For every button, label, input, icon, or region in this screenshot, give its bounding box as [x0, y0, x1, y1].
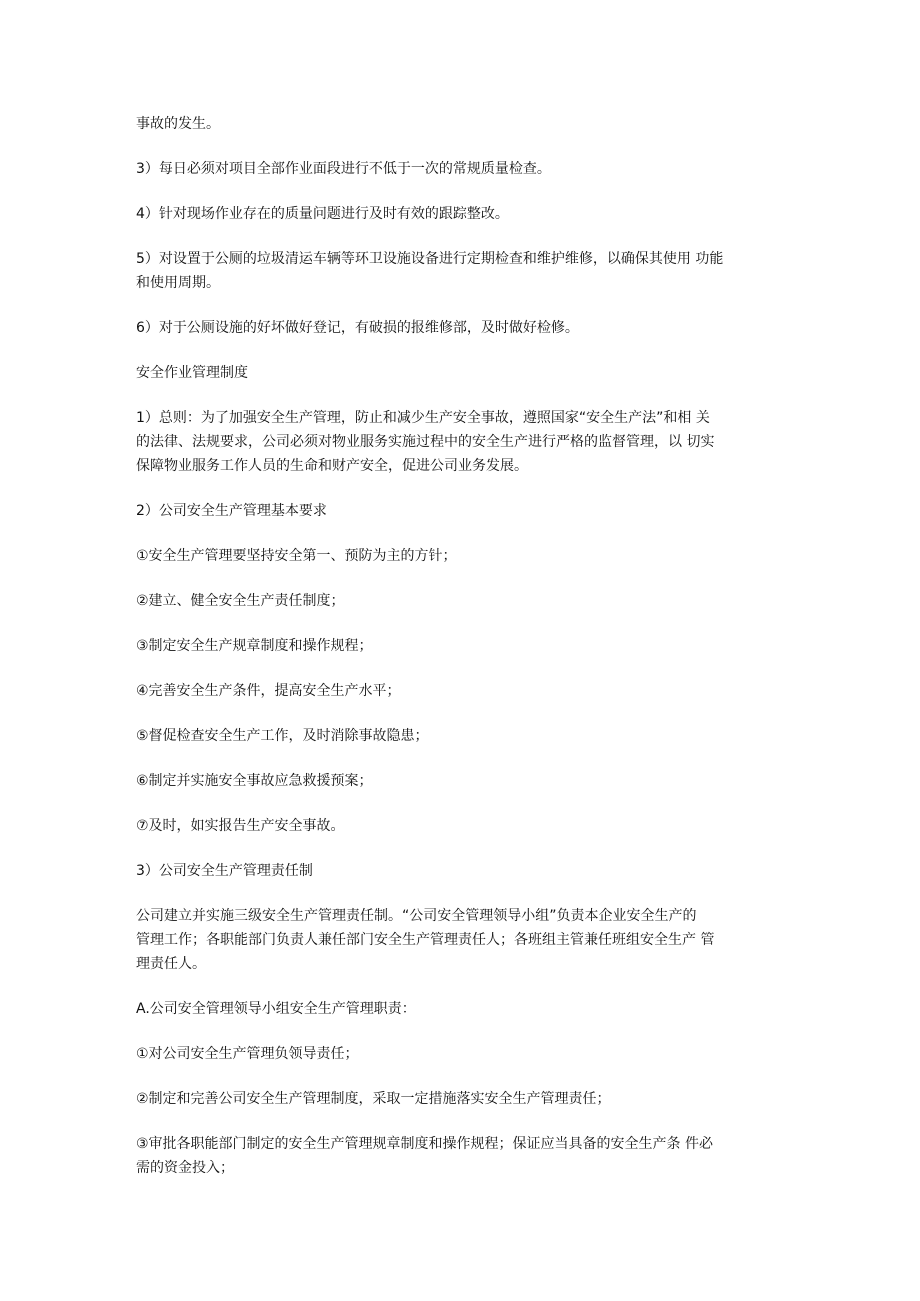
text-line: ①安全生产管理要坚持安全第一、预防为主的方针； — [136, 548, 457, 564]
text-line: 理责任人。 — [136, 956, 206, 972]
text-line: ③审批各职能部门制定的安全生产管理规章制度和操作规程；保证应当具备的安全生产条 件必 — [136, 1136, 713, 1152]
paragraph — [136, 814, 786, 838]
paragraph — [136, 316, 786, 340]
paragraph — [136, 679, 786, 703]
text-line: ⑦及时，如实报告生产安全事故。 — [136, 818, 345, 834]
paragraph — [136, 1132, 786, 1180]
text-line: ③制定安全生产规章制度和操作规程； — [136, 638, 373, 654]
text-line: 6）对于公厕设施的好坏做好登记，有破损的报维修部，及时做好检修。 — [136, 320, 579, 336]
paragraph — [136, 247, 786, 295]
text-line: 和使用周期。 — [136, 275, 220, 291]
paragraph — [136, 157, 786, 181]
text-line: A.公司安全管理领导小组安全生产管理职责： — [136, 1001, 416, 1017]
paragraph — [136, 1087, 786, 1111]
paragraph — [136, 406, 786, 478]
text-line: ⑤督促检查安全生产工作，及时消除事故隐患； — [136, 728, 429, 744]
text-line: ⑥制定并实施安全事故应急救援预案； — [136, 773, 373, 789]
paragraph — [136, 724, 786, 748]
paragraph — [136, 997, 786, 1021]
text-line: 5）对设置于公厕的垃圾清运车辆等环卫设施设备进行定期检查和维护维修，以确保其使用 功能 — [136, 251, 724, 267]
text-line: 事故的发生。 — [136, 116, 220, 132]
text-line: 2）公司安全生产管理基本要求 — [136, 503, 327, 519]
text-line: 管理工作；各职能部门负责人兼任部门安全生产管理责任人；各班组主管兼任班组安全生产 管 — [136, 932, 715, 948]
text-line: 4）针对现场作业存在的质量问题进行及时有效的跟踪整改。 — [136, 206, 509, 222]
paragraph — [136, 499, 786, 523]
text-line: ④完善安全生产条件，提高安全生产水平； — [136, 683, 401, 699]
text-line: ②制定和完善公司安全生产管理制度，采取一定措施落实安全生产管理责任； — [136, 1091, 611, 1107]
text-line: 的法律、法规要求，公司必须对物业服务实施过程中的安全生产进行严格的监督管理，以 切实 — [136, 434, 715, 450]
paragraph — [136, 544, 786, 568]
text-line: 安全作业管理制度 — [136, 365, 248, 381]
paragraph — [136, 202, 786, 226]
document-page — [136, 112, 786, 1201]
paragraph — [136, 769, 786, 793]
text-line: ②建立、健全安全生产责任制度； — [136, 593, 345, 609]
text-line: ①对公司安全生产管理负领导责任； — [136, 1046, 359, 1062]
text-line: 保障物业服务工作人员的生命和财产安全，促进公司业务发展。 — [136, 458, 528, 474]
text-line: 3）公司安全生产管理责任制 — [136, 863, 313, 879]
paragraph — [136, 859, 786, 883]
text-line: 公司建立并实施三级安全生产管理责任制。“公司安全管理领导小组”负责本企业安全生产的 — [136, 908, 697, 924]
paragraph — [136, 1042, 786, 1066]
paragraph — [136, 634, 786, 658]
paragraph — [136, 904, 786, 976]
paragraph — [136, 112, 786, 136]
paragraph — [136, 361, 786, 385]
paragraph — [136, 589, 786, 613]
text-line: 需的资金投入； — [136, 1160, 234, 1176]
text-line: 3）每日必须对项目全部作业面段进行不低于一次的常规质量检查。 — [136, 161, 551, 177]
text-line: 1）总则：为了加强安全生产管理，防止和减少生产安全事故，遵照国家“安全生产法”和相 关 — [136, 410, 710, 426]
